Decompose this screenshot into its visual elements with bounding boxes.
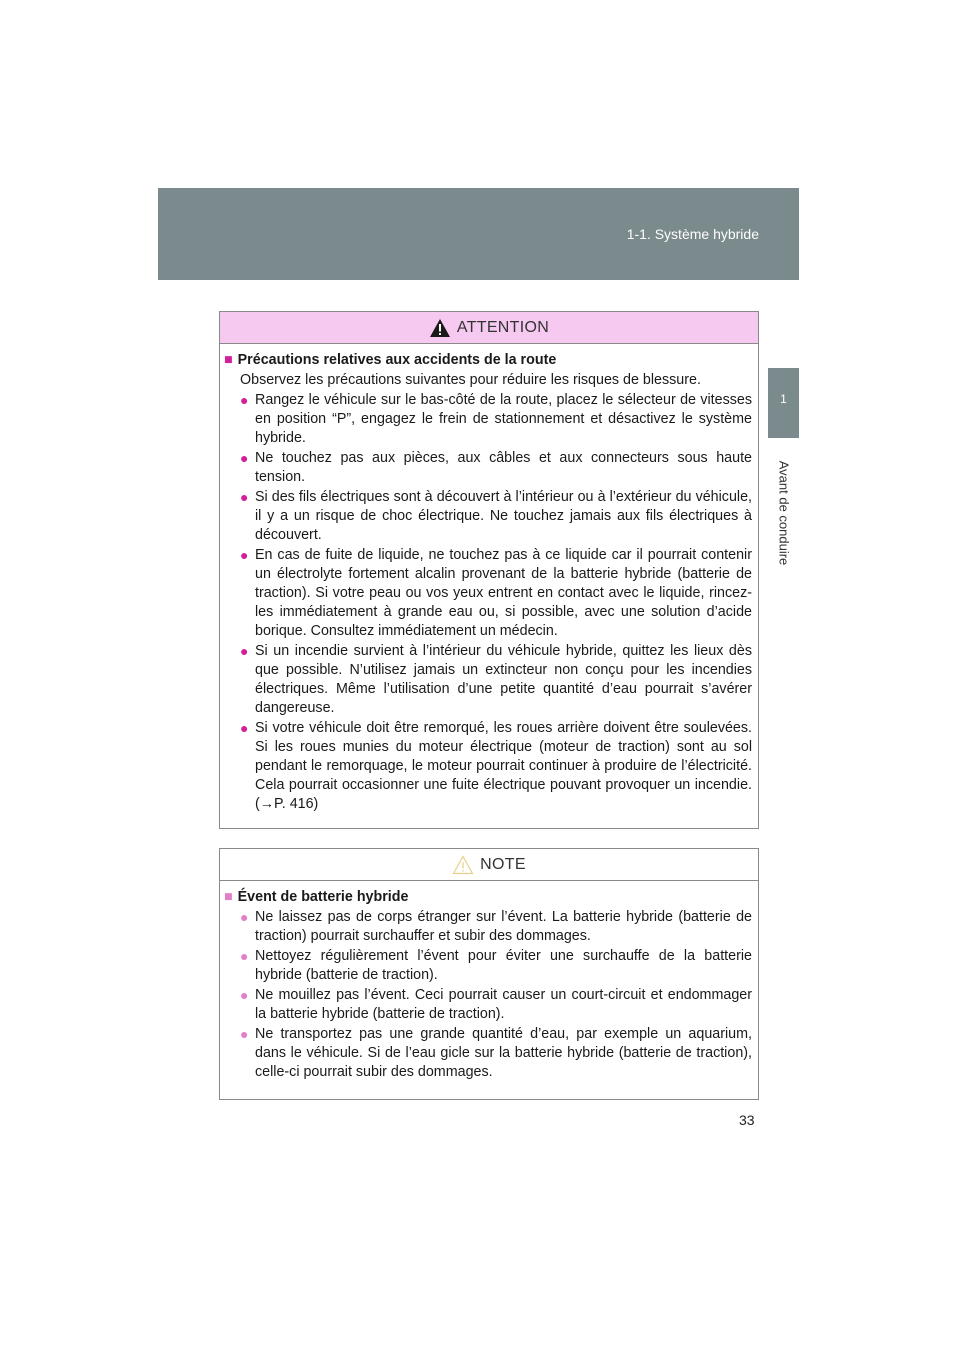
list-item-text: Ne laissez pas de corps étranger sur l’évent. La batterie hybride (batterie de traction) pourrait surchauffer et subir des dommages. xyxy=(255,909,752,944)
list-item-text: En cas de fuite de liquide, ne touchez pas à ce liquide car il pourrait contenir un électrolyte fortement alcalin provenant de la batterie hybride (batterie de traction). Si votre peau ou vos yeux entrent en contact avec le liquide, rincez-les immédiatement à grande eau ou, si possible, avec une solution d’acide borique. Consultez immédiatement un médecin. xyxy=(255,547,752,639)
note-header xyxy=(220,849,758,881)
attention-heading: ATTENTION xyxy=(456,318,550,336)
list-item xyxy=(240,449,752,487)
square-marker: ■ xyxy=(224,352,233,368)
attention-body xyxy=(220,344,758,814)
list-item xyxy=(240,642,752,718)
bullet-marker: ● xyxy=(240,948,249,964)
chapter-tab xyxy=(768,368,799,438)
note-box xyxy=(219,848,759,1100)
note-section-title-text: Évent de batterie hybride xyxy=(237,889,409,905)
list-item-text: Ne touchez pas aux pièces, aux câbles et aux connecteurs sous haute tension. xyxy=(255,450,752,485)
list-item xyxy=(240,719,752,814)
list-item xyxy=(240,947,752,985)
bullet-marker: ● xyxy=(240,1026,249,1042)
bullet-marker: ● xyxy=(240,643,249,659)
list-item-text: Si votre véhicule doit être remorqué, les roues arrière doivent être soulevées. Si les roues munies du moteur électrique (moteur de traction) sont au sol pendant le remorquage, le moteur pourrait continuer à produire de l’électricité. Cela pourrait occasionner une fuite électrique pouvant provoquer un incendie. (→P. 416) xyxy=(255,720,752,812)
bullet-marker: ● xyxy=(240,392,249,408)
list-item xyxy=(240,986,752,1024)
header-bar xyxy=(158,188,799,280)
chapter-label-wrapper xyxy=(774,450,794,575)
attention-section-title-text: Précautions relatives aux accidents de la route xyxy=(237,352,557,368)
list-item xyxy=(240,488,752,545)
bullet-marker: ● xyxy=(240,450,249,466)
note-section-title xyxy=(224,888,752,907)
list-item xyxy=(240,1025,752,1082)
attention-intro: Observez les précautions suivantes pour réduire les risques de blessure. xyxy=(240,372,701,388)
attention-section-title xyxy=(224,351,752,370)
bullet-marker: ● xyxy=(240,987,249,1003)
list-item-text: Si un incendie survient à l’intérieur du véhicule hybride, quittez les lieux dès que possible. N’utilisez jamais un extincteur non conçu pour les incendies électriques. Même l’utilisation d’une petite quantité d’eau pourrait s’avérer dangereuse. xyxy=(255,643,752,716)
chapter-label: Avant de conduire xyxy=(776,460,792,565)
square-marker: ■ xyxy=(224,889,233,905)
list-item xyxy=(240,391,752,448)
list-item-text: Rangez le véhicule sur le bas-côté de la route, placez le sélecteur de vitesses en position “P”, engagez le frein de stationnement et désactivez le système hybride. xyxy=(255,392,752,446)
list-item-text: Si des fils électriques sont à découvert à l’intérieur ou à l’extérieur du véhicule, il y a un risque de choc électrique. Ne touchez jamais aux fils électriques à découvert. xyxy=(255,489,752,543)
section-header-title: 1-1. Système hybride xyxy=(626,226,759,242)
bullet-marker: ● xyxy=(240,489,249,505)
page-number: 33 xyxy=(739,1112,755,1128)
bullet-marker: ● xyxy=(240,909,249,925)
outline-warning-triangle-icon xyxy=(452,855,474,875)
bullet-marker: ● xyxy=(240,720,249,736)
bullet-marker: ● xyxy=(240,547,249,563)
list-item-text: Ne mouillez pas l’évent. Ceci pourrait causer un court-circuit et endommager la batterie hybride (batterie de traction). xyxy=(255,987,752,1022)
note-heading: NOTE xyxy=(480,855,526,873)
list-item xyxy=(240,546,752,641)
list-item-text: Ne transportez pas une grande quantité d’eau, par exemple un aquarium, dans le véhicule. Si de l’eau gicle sur la batterie hybride (batterie de traction), celle-ci pourrait subir des dommages. xyxy=(255,1026,752,1080)
list-item-text: Nettoyez régulièrement l’évent pour éviter une surchauffe de la batterie hybride (batterie de traction). xyxy=(255,948,752,983)
warning-triangle-icon xyxy=(429,318,451,338)
attention-box xyxy=(219,311,759,829)
attention-header xyxy=(220,312,758,344)
list-item xyxy=(240,908,752,946)
chapter-number: 1 xyxy=(780,392,787,406)
note-body xyxy=(220,881,758,1082)
